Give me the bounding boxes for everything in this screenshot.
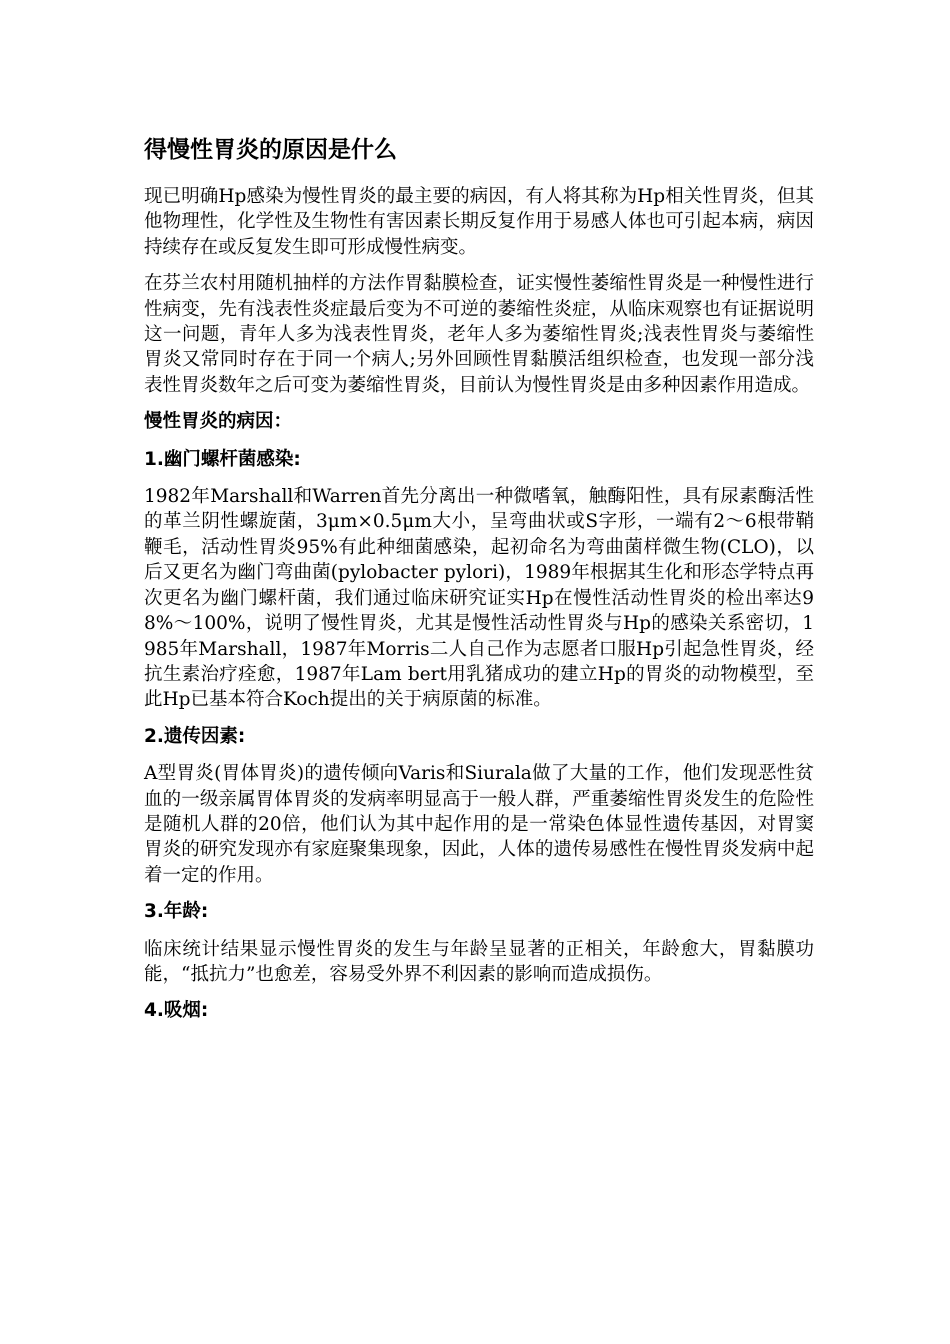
intro-paragraph-1: 现已明确Hp感染为慢性胃炎的最主要的病因，有人将其称为Hp相关性胃炎，但其他物理性，化学性及生物性有害因素长期反复作用于易感人体也可引起本病，病因持续存在或反复发生即可形成慢性病变。: [144, 186, 814, 258]
section-paragraph-age: 临床统计结果显示慢性胃炎的发生与年龄呈显著的正相关，年龄愈大，胃黏膜功能，“抵抗力”也愈差，容易受外界不利因素的影响而造成损伤。: [144, 938, 814, 985]
section-heading-hp-infection: 1.幽门螺杆菌感染:: [144, 448, 301, 470]
section-paragraph-hp-infection: 1982年Marshall和Warren首先分离出一种微嗜氧，触酶阳性，具有尿素酶活性的革兰阴性螺旋菌，3μm×0.5μm大小，呈弯曲状或S字形，一端有2～6根带鞘鞭毛，活动性胃炎95%有此种细菌感染，起初命名为弯曲菌样微生物(CLO)，以后又更名为幽门弯曲菌(pylobacter pylori)，1989年根据其生化和形态学特点再次更名为幽门螺杆菌，我们通过临床研究证实Hp在慢性活动性胃炎的检出率达98%～100%，说明了慢性胃炎，尤其是慢性活动性胃炎与Hp的感染关系密切，1985年Marshall，1987年Morris二人自己作为志愿者口服Hp引起急性胃炎，经抗生素治疗痊愈，1987年Lam bert用乳猪成功的建立Hp的胃炎的动物模型，至此Hp已基本符合Koch提出的关于病原菌的标准。: [144, 486, 814, 711]
section-paragraph-genetics: A型胃炎(胃体胃炎)的遗传倾向Varis和Siurala做了大量的工作，他们发现恶性贫血的一级亲属胃体胃炎的发病率明显高于一般人群，严重萎缩性胃炎发生的危险性是随机人群的20倍，他们认为其中起作用的是一常染色体显性遗传基因，对胃窦胃炎的研究发现亦有家庭聚集现象，因此，人体的遗传易感性在慢性胃炎发病中起着一定的作用。: [144, 763, 814, 886]
section-heading-genetics: 2.遗传因素:: [144, 725, 246, 747]
section-heading-smoking: 4.吸烟:: [144, 1000, 209, 1022]
section-heading-age: 3.年龄:: [144, 901, 209, 923]
document-page: [144, 134, 814, 1036]
document-title: 得慢性胃炎的原因是什么: [144, 137, 397, 163]
causes-heading: 慢性胃炎的病因：: [144, 411, 293, 433]
intro-paragraph-2: 在芬兰农村用随机抽样的方法作胃黏膜检查，证实慢性萎缩性胃炎是一种慢性进行性病变，先有浅表性炎症最后变为不可逆的萎缩性炎症，从临床观察也有证据说明这一问题，青年人多为浅表性胃炎，老年人多为萎缩性胃炎;浅表性胃炎与萎缩性胃炎又常同时存在于同一个病人;另外回顾性胃黏膜活组织检查，也发现一部分浅表性胃炎数年之后可变为萎缩性胃炎，目前认为慢性胃炎是由多种因素作用造成。: [144, 273, 814, 396]
